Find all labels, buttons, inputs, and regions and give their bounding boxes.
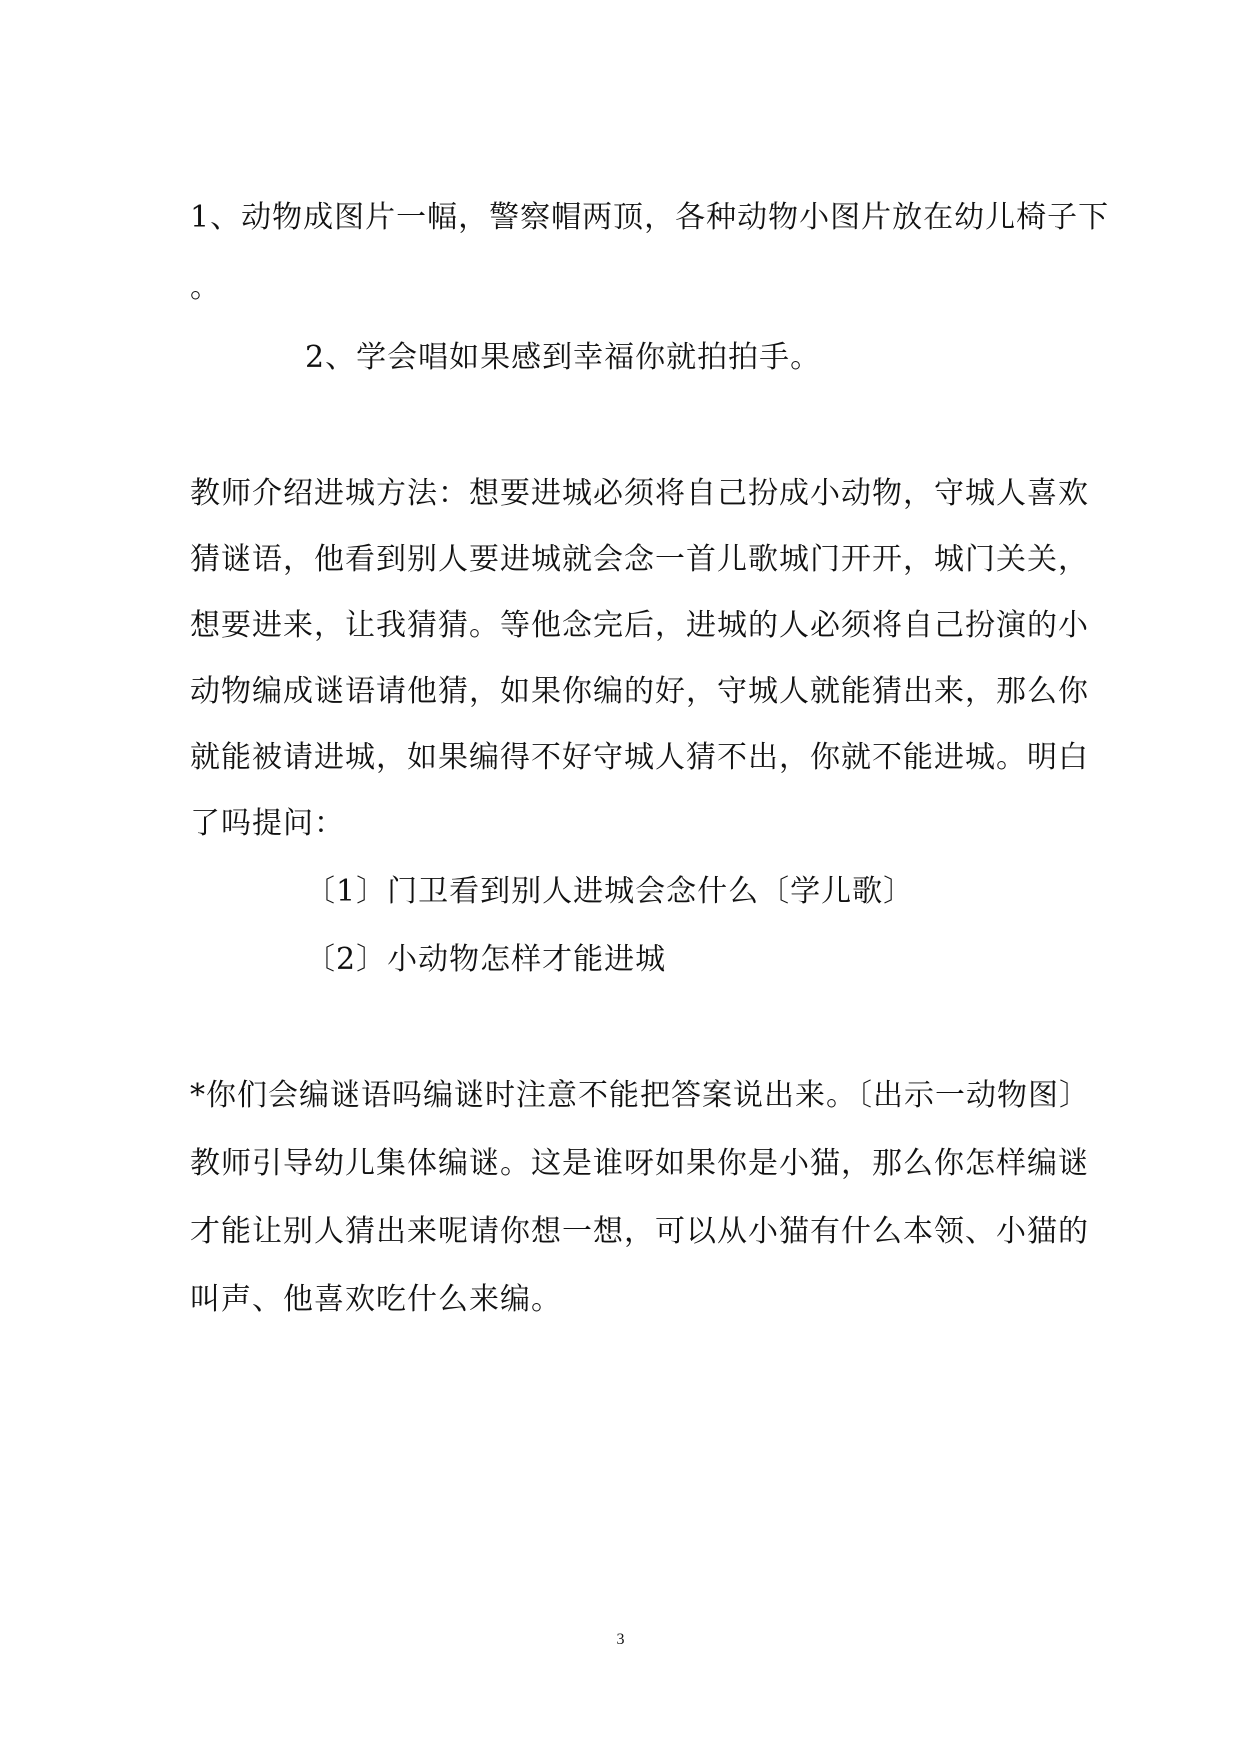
intro-line-3: 想要进来，让我猜猜。等他念完后，进城的人必须将自己扮演的小 — [190, 608, 1089, 643]
page-number: 3 — [616, 1631, 625, 1648]
intro-line-4: 动物编成谜语请他猜，如果你编的好，守城人就能猜出来，那么你 — [190, 674, 1089, 709]
riddle-line-4: 叫声、他喜欢吃什么来编。 — [190, 1282, 562, 1317]
riddle-line-3: 才能让别人猜出来呢请你想一想，可以从小猫有什么本领、小猫的 — [190, 1214, 1089, 1249]
materials-item-1-line-1: 1、动物成图片一幅，警察帽两顶，各种动物小图片放在幼儿椅子下 — [190, 200, 1110, 235]
intro-line-2: 猜谜语，他看到别人要进城就会念一首儿歌城门开开，城门关关， — [190, 542, 1089, 577]
riddle-line-2: 教师引导幼儿集体编谜。这是谁呀如果你是小猫，那么你怎样编谜 — [190, 1146, 1089, 1181]
intro-line-1: 教师介绍进城方法：想要进城必须将自己扮成小动物，守城人喜欢 — [190, 476, 1089, 511]
materials-item-1-line-2: 。 — [190, 270, 221, 305]
materials-item-2: 2、学会唱如果感到幸福你就拍拍手。 — [305, 340, 822, 375]
question-1: 〔1〕门卫看到别人进城会念什么〔学儿歌〕 — [305, 874, 915, 909]
intro-line-5: 就能被请进城，如果编得不好守城人猜不出，你就不能进城。明白 — [190, 740, 1089, 775]
riddle-line-1: *你们会编谜语吗编谜时注意不能把答案说出来。〔出示一动物图〕 — [190, 1078, 1090, 1113]
question-2: 〔2〕小动物怎样才能进城 — [305, 942, 667, 977]
intro-line-6: 了吗提问： — [190, 806, 345, 841]
